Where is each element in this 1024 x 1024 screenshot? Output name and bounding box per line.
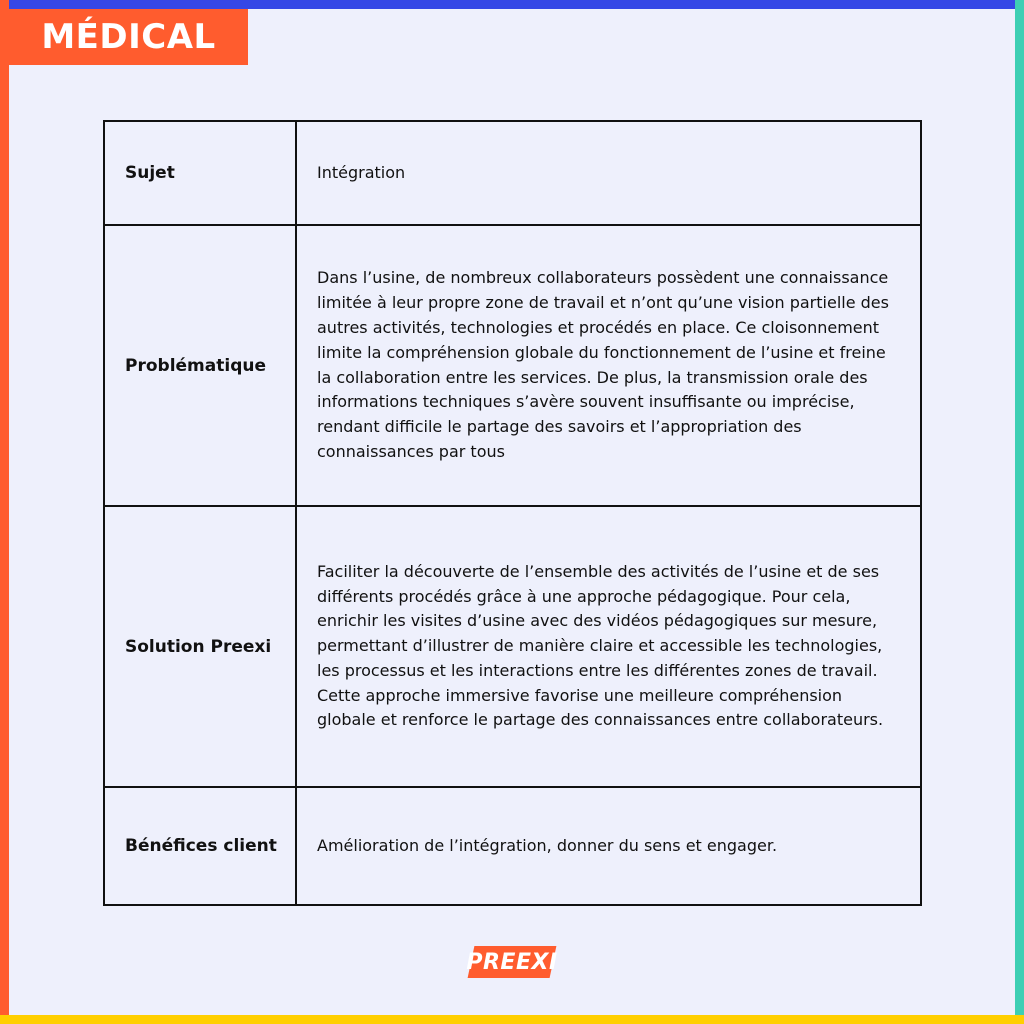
frame-top-border: [0, 0, 1024, 9]
logo-text: PREEXI: [466, 949, 558, 975]
row-label: Bénéfices client: [104, 787, 296, 905]
table-row-solution: [104, 506, 921, 787]
category-label: MÉDICAL: [41, 17, 216, 57]
category-badge: [9, 9, 248, 65]
table-row-sujet: [104, 121, 921, 225]
row-value: Intégration: [296, 121, 921, 225]
frame-right-border: [1015, 0, 1024, 1024]
row-value: Amélioration de l’intégration, donner du sens et engager.: [296, 787, 921, 905]
table-row-problematique: [104, 225, 921, 506]
frame-bottom-border: [0, 1015, 1024, 1024]
row-label: Sujet: [104, 121, 296, 225]
row-value: Dans l’usine, de nombreux collaborateurs possèdent une connaissance limitée à leur propre zone de travail et n’ont qu’une vision partielle des autres activités, technologies et procédés en place. Ce cloisonnement limite la compréhension globale du fonctionnement de l’usine et freine la collaboration entre les services. De plus, la transmission orale des informations techniques s’avère souvent insuffisante ou imprécise, rendant difficile le partage des savoirs et l’appropriation des connaissances par tous: [296, 225, 921, 506]
preexi-logo: [467, 944, 557, 980]
frame-left-border: [0, 0, 9, 1024]
row-label: Solution Preexi: [104, 506, 296, 787]
table-row-benefices: [104, 787, 921, 905]
row-label: Problématique: [104, 225, 296, 506]
case-study-table: [103, 120, 922, 906]
row-value: Faciliter la découverte de l’ensemble des activités de l’usine et de ses différents procédés grâce à une approche pédagogique. Pour cela, enrichir les visites d’usine avec des vidéos pédagogiques sur mesure, permettant d’illustrer de manière claire et accessible les technologies, les processus et les interactions entre les différentes zones de travail. Cette approche immersive favorise une meilleure compréhension globale et renforce le partage des connaissances entre collaborateurs.: [296, 506, 921, 787]
